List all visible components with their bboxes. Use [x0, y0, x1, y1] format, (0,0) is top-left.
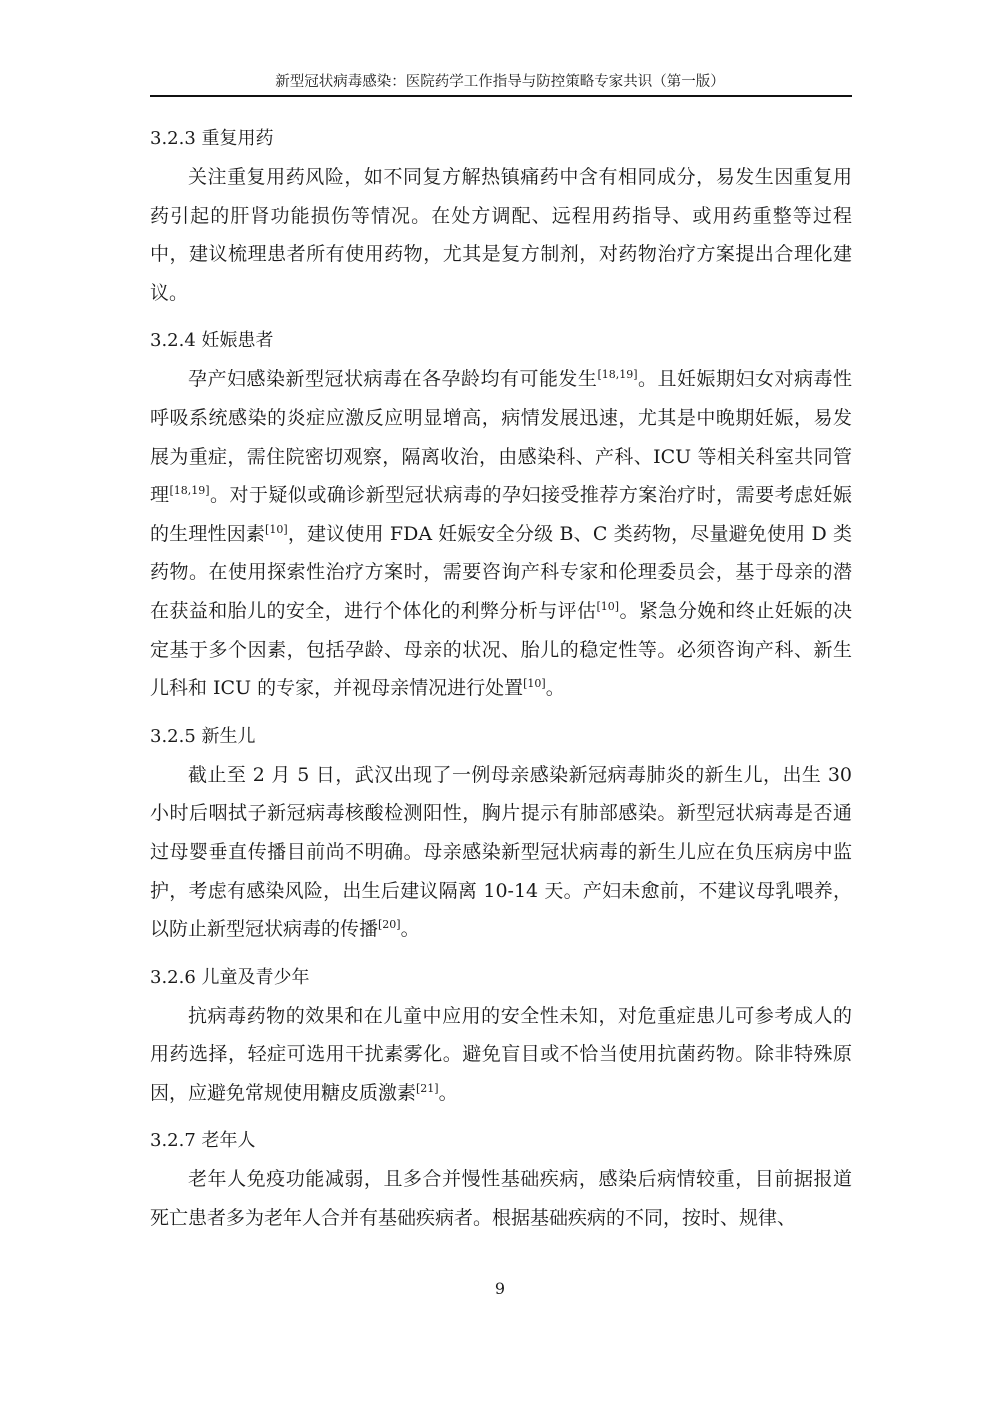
section-heading-3-2-6: 3.2.6 儿童及青少年: [150, 966, 310, 988]
section-heading-3-2-4: 3.2.4 妊娠患者: [150, 330, 274, 352]
text-run: 。对于疑似或确诊新型冠状病毒的孕妇接受推荐方案治疗时，需要考虑妊娠的生理性因素: [150, 484, 852, 545]
text-run: 截止至 2 月 5 日，武汉出现了一例母亲感染新冠病毒肺炎的新生儿，出生 30 小时后咽拭子新冠病毒核酸检测阳性，胸片提示有肺部感染。新型冠状病毒是否通过母婴垂直传播目前尚不明确。母亲感染新型冠状病毒的新生儿应在负压病房中监护，考虑有感染风险，出生后建议隔离 10-14 天。产妇未愈前，不建议母乳喂养，以防止新型冠状病毒的传播: [150, 763, 852, 941]
section-heading-3-2-5: 3.2.5 新生儿: [150, 725, 256, 747]
text-run: 。且妊娠期妇女对病毒性呼吸系统感染的炎症应激反应明显增高，病情发展迅速，尤其是中晚期妊娠，易发展为重症，需住院密切观察，隔离收治，由感染科、产科、ICU 等相关科室共同管理: [150, 368, 852, 507]
header-rule: [150, 95, 852, 97]
paragraph-elderly: 老年人免疫功能减弱，且多合并慢性基础疾病，感染后病情较重，目前据报道死亡患者多为老年人合并有基础疾病者。根据基础疾病的不同，按时、规律、: [150, 1168, 852, 1230]
paragraph-children-adolescents: [150, 997, 852, 1113]
text-run: 。: [545, 677, 565, 700]
citation-ref: [10]: [523, 677, 546, 691]
text-run: ，建议使用 FDA 妊娠安全分级 B、C 类药物，尽量避免使用 D 类药物。在使用探索性治疗方案时，需要咨询产科专家和伦理委员会，基于母亲的潜在获益和胎儿的安全，进行个体化的利弊分析与评估: [150, 522, 852, 622]
citation-ref: [18,19]: [169, 484, 210, 498]
text-run: 抗病毒药物的效果和在儿童中应用的安全性未知，对危重症患儿可参考成人的用药选择，轻症可选用干扰素雾化。避免盲目或不恰当使用抗菌药物。除非特殊原因，应避免常规使用糖皮质激素: [150, 1004, 852, 1104]
paragraph-pregnant-patients: [150, 360, 852, 707]
text-run: 。: [400, 918, 420, 941]
citation-ref: [21]: [416, 1081, 439, 1095]
paragraph-newborns: [150, 756, 852, 949]
section-heading-3-2-7: 3.2.7 老年人: [150, 1130, 256, 1152]
text-run: 。紧急分娩和终止妊娠的决定基于多个因素，包括孕龄、母亲的状况、胎儿的稳定性等。必须咨询产科、新生儿科和 ICU 的专家，并视母亲情况进行处置: [150, 599, 852, 700]
citation-ref: [18,19]: [597, 368, 638, 382]
page-number: 9: [494, 1279, 506, 1298]
citation-ref: [10]: [596, 599, 620, 613]
citation-ref: [10]: [265, 522, 288, 536]
paragraph-duplicate-medication: 关注重复用药风险，如不同复方解热镇痛药中含有相同成分，易发生因重复用药引起的肝肾功能损伤等情况。在处方调配、远程用药指导、或用药重整等过程中，建议梳理患者所有使用药物，尤其是复方制剂，对药物治疗方案提出合理化建议。: [150, 166, 852, 304]
running-header: 新型冠状病毒感染：医院药学工作指导与防控策略专家共识（第一版）: [275, 74, 725, 90]
section-heading-3-2-3: 3.2.3 重复用药: [150, 128, 274, 149]
text-run: 孕产妇感染新型冠状病毒在各孕龄均有可能发生: [188, 368, 598, 391]
body-content: [150, 118, 852, 1238]
citation-ref: [20]: [378, 918, 401, 932]
text-run: 。: [438, 1081, 458, 1104]
